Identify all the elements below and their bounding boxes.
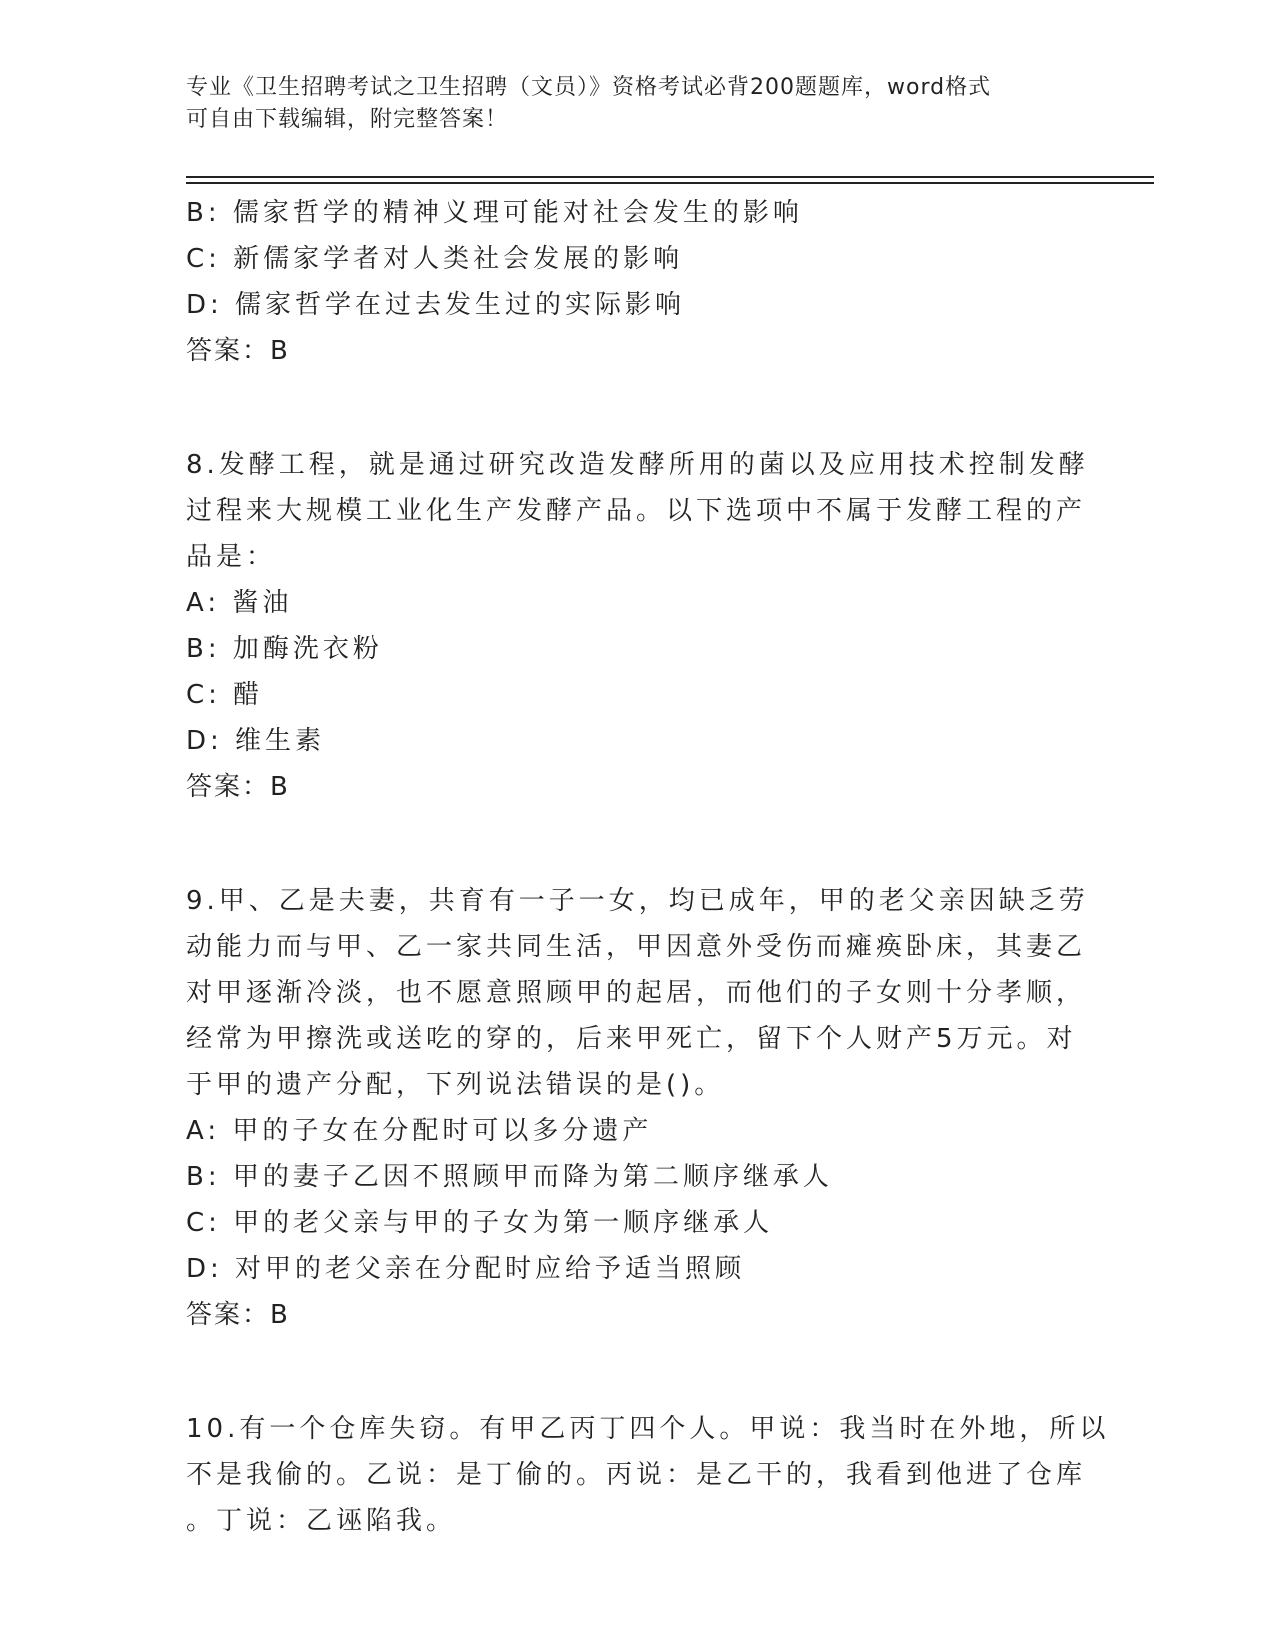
question-9-text-line: 9.甲、乙是夫妻，共育有一子一女，均已成年，甲的老父亲因缺乏劳 [186,886,1089,916]
answer-line: 答案：B [186,336,290,366]
question-8-text-line: 过程来大规模工业化生产发酵产品。以下选项中不属于发酵工程的产 [186,496,1087,526]
question-10-text-line: 10.有一个仓库失窃。有甲乙丙丁四个人。甲说：我当时在外地，所以 [186,1414,1110,1444]
question-9-text-line: 动能力而与甲、乙一家共同生活，甲因意外受伤而瘫痪卧床，其妻乙 [186,932,1087,962]
question-9-block [186,878,1089,1338]
question-9-text-line: 对甲逐渐冷淡，也不愿意照顾甲的起居，而他们的子女则十分孝顺， [186,978,1087,1008]
header-rule-bottom [186,182,1154,184]
answer-line: 答案：B [186,772,290,802]
spacer [186,374,1086,442]
question-9-text-line: 经常为甲擦洗或送吃的穿的，后来甲死亡，留下个人财产5万元。对 [186,1024,1077,1054]
option-d: D: 维生素 [186,726,326,756]
header-rule-top [186,176,1154,178]
option-b: B: 加酶洗衣粉 [186,634,383,664]
option-b: B: 儒家哲学的精神义理可能对社会发生的影响 [186,198,803,228]
spacer [186,810,1086,878]
option-a: A: 酱油 [186,588,293,618]
option-b: B: 甲的妻子乙因不照顾甲而降为第二顺序继承人 [186,1162,833,1192]
question-9-text-line: 于甲的遗产分配，下列说法错误的是()。 [186,1070,725,1100]
question-8-text-line: 8.发酵工程，就是通过研究改造发酵所用的菌以及应用技术控制发酵 [186,450,1089,480]
prev-question-block [186,190,1086,374]
answer-line: 答案：B [186,1300,290,1330]
option-c: C: 醋 [186,680,264,710]
option-c: C: 新儒家学者对人类社会发展的影响 [186,244,684,274]
question-10-text-line: 。丁说：乙诬陷我。 [186,1506,457,1536]
document-header [186,72,1066,136]
document-body [186,190,1110,1544]
option-c: C: 甲的老父亲与甲的子女为第一顺序继承人 [186,1208,774,1238]
question-8-block [186,442,1089,810]
question-10-block [186,1406,1110,1544]
spacer [186,1338,1086,1406]
question-10-text-line: 不是我偷的。乙说：是丁偷的。丙说：是乙干的，我看到他进了仓库 [186,1460,1087,1490]
option-d: D: 对甲的老父亲在分配时应给予适当照顾 [186,1254,746,1284]
header-title-line-1: 专业《卫生招聘考试之卫生招聘（文员）》资格考试必背200题题库，word格式 [186,75,992,100]
header-title-line-2: 可自由下载编辑，附完整答案！ [186,107,509,132]
option-d: D: 儒家哲学在过去发生过的实际影响 [186,290,686,320]
option-a: A: 甲的子女在分配时可以多分遗产 [186,1116,653,1146]
question-8-text-line: 品是： [186,542,277,572]
